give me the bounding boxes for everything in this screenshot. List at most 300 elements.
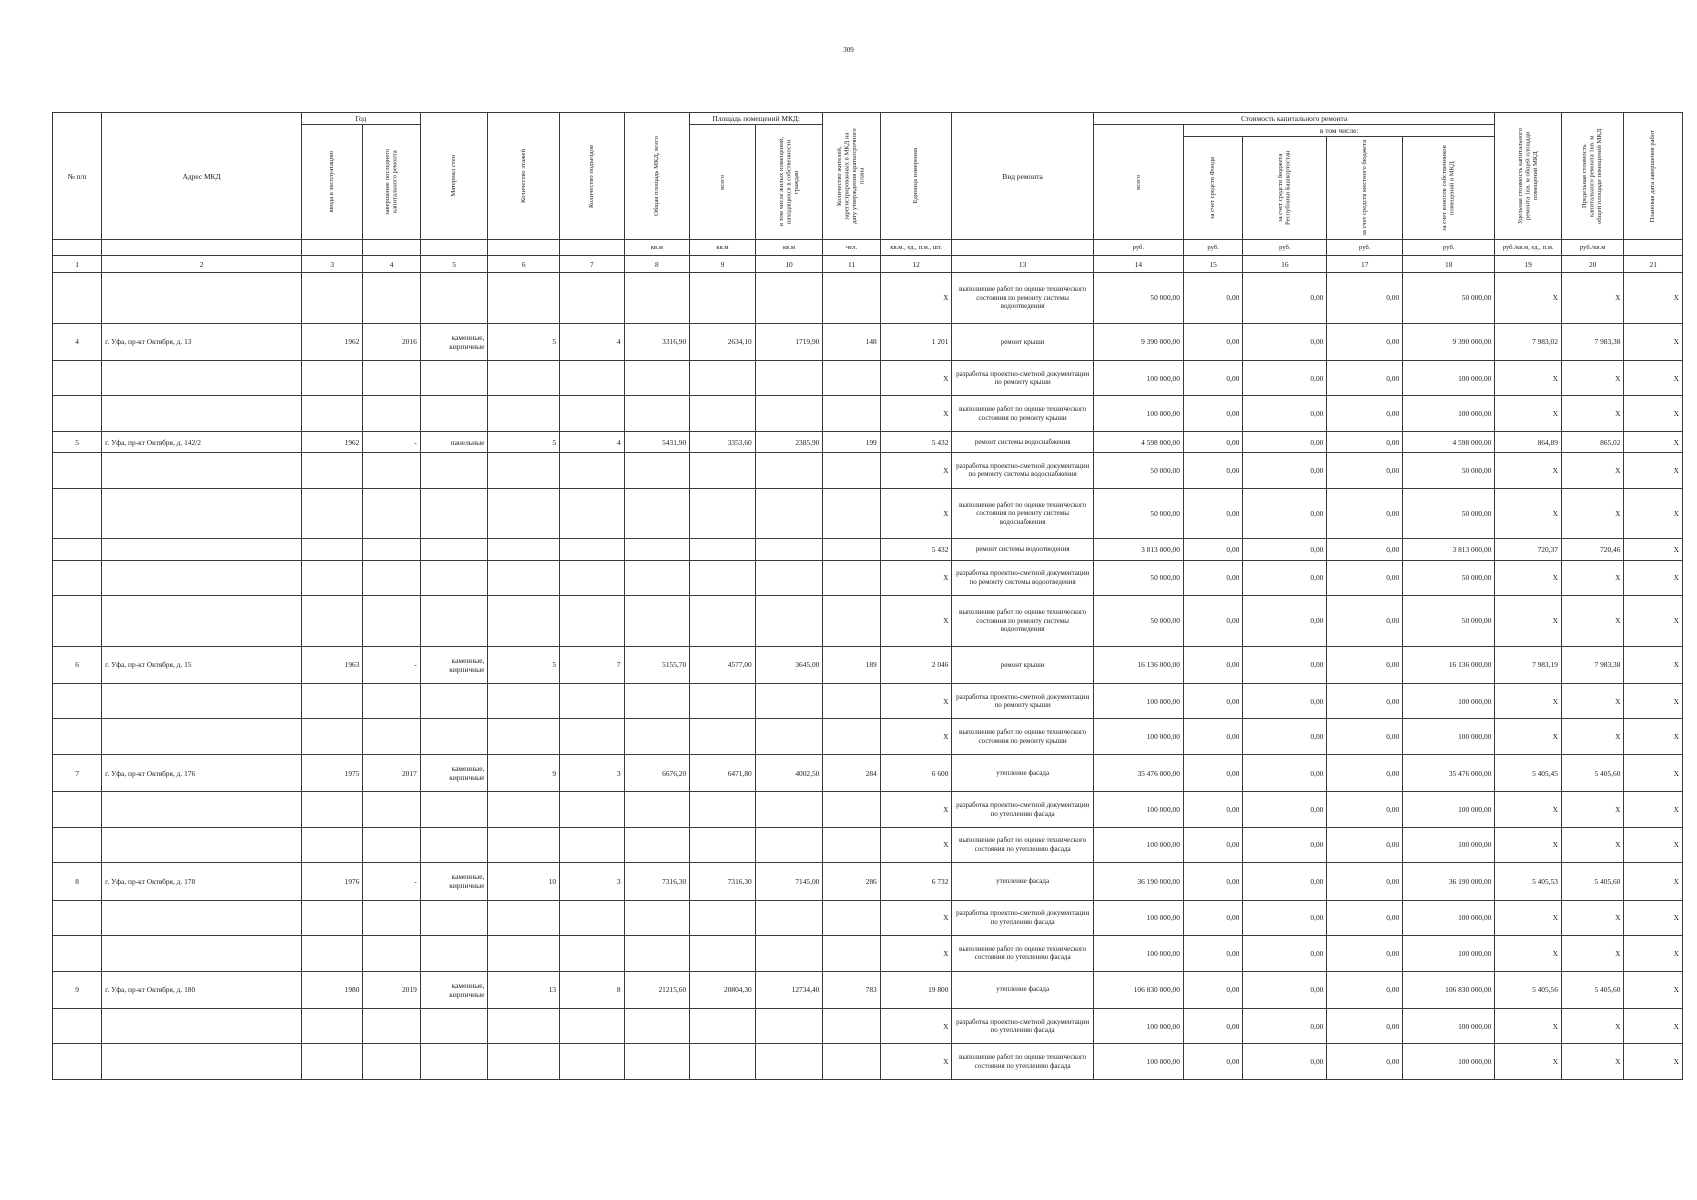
address-cell: г. Уфа, пр-кт Октября, д. 13 xyxy=(102,323,302,360)
row-num-cell: 7 xyxy=(53,754,102,791)
cost-fund-cell: 0,00 xyxy=(1183,863,1242,900)
residents-cell xyxy=(823,1044,880,1080)
cost-local-cell: 0,00 xyxy=(1327,683,1403,719)
table-row xyxy=(53,827,1683,863)
measure-unit-cell: 6 600 xyxy=(880,754,952,791)
max-cost-cell: 720,46 xyxy=(1561,539,1623,560)
cost-fund-cell: 0,00 xyxy=(1183,273,1242,324)
cost-local-cell: 0,00 xyxy=(1327,936,1403,972)
address-cell: г. Уфа, пр-кт Октября, д. 142/2 xyxy=(102,431,302,452)
planned-date-cell: X xyxy=(1624,936,1683,972)
residents-cell: 783 xyxy=(823,971,880,1008)
column-number: 9 xyxy=(690,256,756,273)
repair-type-cell: разработка проектно-сметной документации по ремонту системы водоснабжения xyxy=(952,453,1093,489)
residents-cell xyxy=(823,900,880,936)
planned-date-cell: X xyxy=(1624,1008,1683,1044)
year-commission-cell: 1975 xyxy=(301,754,362,791)
cost-fund-cell: 0,00 xyxy=(1183,323,1242,360)
address-cell xyxy=(102,596,302,647)
wall-material-cell xyxy=(420,488,488,539)
floors-cell xyxy=(488,488,560,539)
table-row xyxy=(53,273,1683,324)
floors-cell xyxy=(488,719,560,755)
entrances-cell xyxy=(560,360,625,396)
unit-cell xyxy=(363,240,420,256)
premises-total-cell xyxy=(690,683,756,719)
year-commission-cell xyxy=(301,539,362,560)
table-row xyxy=(53,453,1683,489)
premises-residential-cell: 4002,50 xyxy=(755,754,823,791)
premises-total-cell xyxy=(690,273,756,324)
header-cost-local: за счет средств местного бюджета xyxy=(1327,137,1403,240)
floors-cell xyxy=(488,273,560,324)
premises-residential-cell: 12734,40 xyxy=(755,971,823,1008)
cost-republic-cell: 0,00 xyxy=(1243,431,1327,452)
residents-cell xyxy=(823,560,880,596)
floors-cell xyxy=(488,827,560,863)
year-last-repair-cell: - xyxy=(363,431,420,452)
cost-local-cell: 0,00 xyxy=(1327,754,1403,791)
cost-owners-cell: 106 830 000,00 xyxy=(1403,971,1495,1008)
unit-cell: чел. xyxy=(823,240,880,256)
address-cell xyxy=(102,1008,302,1044)
planned-date-cell: X xyxy=(1624,900,1683,936)
floors-cell: 5 xyxy=(488,323,560,360)
cost-republic-cell: 0,00 xyxy=(1243,539,1327,560)
premises-residential-cell xyxy=(755,539,823,560)
floors-cell xyxy=(488,936,560,972)
cost-republic-cell: 0,00 xyxy=(1243,1044,1327,1080)
planned-date-cell: X xyxy=(1624,539,1683,560)
year-last-repair-cell: - xyxy=(363,863,420,900)
table-row xyxy=(53,792,1683,828)
year-commission-cell xyxy=(301,1044,362,1080)
row-num-cell: 5 xyxy=(53,431,102,452)
wall-material-cell: каменные, кирпичные xyxy=(420,754,488,791)
cost-total-cell: 100 000,00 xyxy=(1093,719,1183,755)
entrances-cell: 7 xyxy=(560,646,625,683)
unit-cost-cell: X xyxy=(1495,936,1562,972)
wall-material-cell: каменные, кирпичные xyxy=(420,323,488,360)
year-commission-cell xyxy=(301,488,362,539)
year-commission-cell xyxy=(301,1008,362,1044)
unit-cost-cell: 5 405,56 xyxy=(1495,971,1562,1008)
year-last-repair-cell: 2019 xyxy=(363,971,420,1008)
repair-type-cell: утепление фасада xyxy=(952,863,1093,900)
cost-fund-cell: 0,00 xyxy=(1183,1044,1242,1080)
header-floors: Количество этажей xyxy=(488,113,560,240)
address-cell: г. Уфа, пр-кт Октября, д. 176 xyxy=(102,754,302,791)
cost-total-cell: 4 598 000,00 xyxy=(1093,431,1183,452)
address-cell xyxy=(102,539,302,560)
entrances-cell: 3 xyxy=(560,863,625,900)
entrances-cell xyxy=(560,539,625,560)
entrances-cell xyxy=(560,900,625,936)
table-row xyxy=(53,360,1683,396)
cost-fund-cell: 0,00 xyxy=(1183,719,1242,755)
cost-republic-cell: 0,00 xyxy=(1243,396,1327,432)
premises-total-cell xyxy=(690,719,756,755)
header-year-commission: ввода в эксплуатацию xyxy=(301,125,362,240)
repair-type-cell: выполнение работ по оценке технического состояния по ремонту крыши xyxy=(952,396,1093,432)
floors-cell xyxy=(488,396,560,432)
year-commission-cell xyxy=(301,273,362,324)
address-cell xyxy=(102,360,302,396)
cost-fund-cell: 0,00 xyxy=(1183,827,1242,863)
column-number: 5 xyxy=(420,256,488,273)
unit-cell: кв.м xyxy=(624,240,690,256)
measure-unit-cell: X xyxy=(880,273,952,324)
repair-type-cell: утепление фасада xyxy=(952,971,1093,1008)
unit-cost-cell: X xyxy=(1495,792,1562,828)
cost-owners-cell: 3 813 000,00 xyxy=(1403,539,1495,560)
unit-cell: руб. xyxy=(1093,240,1183,256)
premises-residential-cell xyxy=(755,596,823,647)
address-cell xyxy=(102,453,302,489)
header-unit-cost: Удельная стоимость капитального ремонта 1кв. м общей площади помещений МКД xyxy=(1495,113,1562,240)
row-num-cell: 8 xyxy=(53,863,102,900)
measure-unit-cell: X xyxy=(880,827,952,863)
floors-cell xyxy=(488,453,560,489)
repair-type-cell: разработка проектно-сметной документации по ремонту крыши xyxy=(952,360,1093,396)
measure-unit-cell: X xyxy=(880,936,952,972)
unit-cost-cell: X xyxy=(1495,1008,1562,1044)
floors-cell xyxy=(488,792,560,828)
header-year-last-repair: завершение последнего капитального ремонта xyxy=(363,125,420,240)
year-commission-cell: 1963 xyxy=(301,646,362,683)
premises-total-cell xyxy=(690,360,756,396)
premises-residential-cell xyxy=(755,1008,823,1044)
max-cost-cell: X xyxy=(1561,792,1623,828)
table-row xyxy=(53,431,1683,452)
table-row xyxy=(53,539,1683,560)
row-num-cell xyxy=(53,596,102,647)
cost-local-cell: 0,00 xyxy=(1327,646,1403,683)
wall-material-cell: каменные, кирпичные xyxy=(420,971,488,1008)
cost-fund-cell: 0,00 xyxy=(1183,971,1242,1008)
premises-residential-cell xyxy=(755,827,823,863)
row-num-cell: 9 xyxy=(53,971,102,1008)
max-cost-cell: X xyxy=(1561,453,1623,489)
cost-total-cell: 50 000,00 xyxy=(1093,453,1183,489)
cost-local-cell: 0,00 xyxy=(1327,1044,1403,1080)
residents-cell xyxy=(823,719,880,755)
premises-residential-cell: 2385,90 xyxy=(755,431,823,452)
residents-cell xyxy=(823,596,880,647)
header-num: № п/п xyxy=(53,113,102,240)
max-cost-cell: X xyxy=(1561,683,1623,719)
total-area-cell xyxy=(624,488,690,539)
cost-owners-cell: 100 000,00 xyxy=(1403,827,1495,863)
year-last-repair-cell xyxy=(363,539,420,560)
wall-material-cell xyxy=(420,683,488,719)
year-last-repair-cell xyxy=(363,792,420,828)
cost-local-cell: 0,00 xyxy=(1327,827,1403,863)
floors-cell: 13 xyxy=(488,971,560,1008)
cost-total-cell: 100 000,00 xyxy=(1093,900,1183,936)
cost-republic-cell: 0,00 xyxy=(1243,936,1327,972)
entrances-cell xyxy=(560,1008,625,1044)
floors-cell xyxy=(488,1008,560,1044)
year-commission-cell xyxy=(301,360,362,396)
cost-owners-cell: 100 000,00 xyxy=(1403,900,1495,936)
total-area-cell: 3316,90 xyxy=(624,323,690,360)
unit-cost-cell: X xyxy=(1495,596,1562,647)
address-cell xyxy=(102,792,302,828)
residents-cell xyxy=(823,792,880,828)
total-area-cell: 21215,60 xyxy=(624,971,690,1008)
table-header xyxy=(53,113,1683,273)
table-row xyxy=(53,863,1683,900)
cost-total-cell: 50 000,00 xyxy=(1093,273,1183,324)
premises-total-cell: 20804,30 xyxy=(690,971,756,1008)
cost-republic-cell: 0,00 xyxy=(1243,596,1327,647)
residents-cell xyxy=(823,1008,880,1044)
cost-fund-cell: 0,00 xyxy=(1183,396,1242,432)
year-commission-cell: 1962 xyxy=(301,323,362,360)
table-row xyxy=(53,683,1683,719)
column-number: 20 xyxy=(1561,256,1623,273)
cost-owners-cell: 100 000,00 xyxy=(1403,396,1495,432)
total-area-cell xyxy=(624,396,690,432)
unit-cell: руб./кв.м xyxy=(1561,240,1623,256)
entrances-cell xyxy=(560,453,625,489)
cost-total-cell: 50 000,00 xyxy=(1093,596,1183,647)
page-number: 309 xyxy=(843,46,854,54)
cost-total-cell: 100 000,00 xyxy=(1093,1008,1183,1044)
total-area-cell: 7316,30 xyxy=(624,863,690,900)
cost-local-cell: 0,00 xyxy=(1327,792,1403,828)
address-cell xyxy=(102,396,302,432)
year-last-repair-cell xyxy=(363,488,420,539)
address-cell: г. Уфа, пр-кт Октября, д. 178 xyxy=(102,863,302,900)
repair-type-cell: разработка проектно-сметной документации по утеплению фасада xyxy=(952,900,1093,936)
address-cell xyxy=(102,719,302,755)
column-number: 19 xyxy=(1495,256,1562,273)
table-row xyxy=(53,900,1683,936)
premises-total-cell xyxy=(690,900,756,936)
cost-republic-cell: 0,00 xyxy=(1243,754,1327,791)
cost-owners-cell: 35 476 000,00 xyxy=(1403,754,1495,791)
wall-material-cell xyxy=(420,539,488,560)
repair-type-cell: выполнение работ по оценке технического состояния по ремонту системы водоотведения xyxy=(952,273,1093,324)
cost-local-cell: 0,00 xyxy=(1327,488,1403,539)
entrances-cell xyxy=(560,560,625,596)
cost-owners-cell: 100 000,00 xyxy=(1403,936,1495,972)
cost-owners-cell: 100 000,00 xyxy=(1403,1008,1495,1044)
cost-republic-cell: 0,00 xyxy=(1243,827,1327,863)
planned-date-cell: X xyxy=(1624,360,1683,396)
max-cost-cell: 7 983,38 xyxy=(1561,323,1623,360)
cost-local-cell: 0,00 xyxy=(1327,431,1403,452)
total-area-cell xyxy=(624,936,690,972)
premises-total-cell xyxy=(690,488,756,539)
floors-cell: 5 xyxy=(488,431,560,452)
max-cost-cell: X xyxy=(1561,273,1623,324)
entrances-cell: 3 xyxy=(560,754,625,791)
premises-total-cell xyxy=(690,1044,756,1080)
premises-total-cell: 4577,00 xyxy=(690,646,756,683)
residents-cell xyxy=(823,488,880,539)
year-commission-cell xyxy=(301,827,362,863)
header-planned-date: Плановая дата завершения работ xyxy=(1624,113,1683,240)
header-address: Адрес МКД xyxy=(102,113,302,240)
cost-local-cell: 0,00 xyxy=(1327,596,1403,647)
header-including: в том числе: xyxy=(1183,125,1494,137)
cost-fund-cell: 0,00 xyxy=(1183,596,1242,647)
planned-date-cell: X xyxy=(1624,453,1683,489)
measure-unit-cell: X xyxy=(880,396,952,432)
unit-cost-cell: 720,37 xyxy=(1495,539,1562,560)
cost-local-cell: 0,00 xyxy=(1327,453,1403,489)
max-cost-cell: 7 983,38 xyxy=(1561,646,1623,683)
cost-fund-cell: 0,00 xyxy=(1183,560,1242,596)
column-number: 15 xyxy=(1183,256,1242,273)
address-cell: г. Уфа, пр-кт Октября, д. 180 xyxy=(102,971,302,1008)
cost-total-cell: 50 000,00 xyxy=(1093,488,1183,539)
header-premises-residential: в том числе жилых помещений, находящихся в собственности граждан xyxy=(755,125,823,240)
premises-total-cell xyxy=(690,453,756,489)
cost-fund-cell: 0,00 xyxy=(1183,792,1242,828)
repair-type-cell: разработка проектно-сметной документации по ремонту крыши xyxy=(952,683,1093,719)
residents-cell xyxy=(823,827,880,863)
repair-type-cell: разработка проектно-сметной документации по утеплению фасада xyxy=(952,1008,1093,1044)
cost-fund-cell: 0,00 xyxy=(1183,488,1242,539)
cost-local-cell: 0,00 xyxy=(1327,863,1403,900)
entrances-cell xyxy=(560,936,625,972)
unit-cost-cell: 5 405,45 xyxy=(1495,754,1562,791)
max-cost-cell: X xyxy=(1561,1044,1623,1080)
measure-unit-cell: 2 046 xyxy=(880,646,952,683)
address-cell xyxy=(102,900,302,936)
header-measure-unit: Единица измерения xyxy=(880,113,952,240)
planned-date-cell: X xyxy=(1624,971,1683,1008)
entrances-cell xyxy=(560,683,625,719)
max-cost-cell: X xyxy=(1561,596,1623,647)
header-premises-area: Площадь помещений МКД: xyxy=(690,113,823,125)
header-premises-total: всего xyxy=(690,125,756,240)
unit-cell xyxy=(1624,240,1683,256)
cost-total-cell: 100 000,00 xyxy=(1093,792,1183,828)
row-num-cell: 6 xyxy=(53,646,102,683)
year-commission-cell xyxy=(301,936,362,972)
cost-fund-cell: 0,00 xyxy=(1183,360,1242,396)
cost-fund-cell: 0,00 xyxy=(1183,754,1242,791)
column-number: 17 xyxy=(1327,256,1403,273)
residents-cell xyxy=(823,273,880,324)
unit-cost-cell: 5 405,53 xyxy=(1495,863,1562,900)
unit-cell: кв.м xyxy=(755,240,823,256)
total-area-cell xyxy=(624,560,690,596)
year-last-repair-cell xyxy=(363,396,420,432)
premises-residential-cell xyxy=(755,900,823,936)
column-number: 16 xyxy=(1243,256,1327,273)
unit-cell: кв.м., ед., п.м., шт. xyxy=(880,240,952,256)
column-number: 13 xyxy=(952,256,1093,273)
year-commission-cell xyxy=(301,560,362,596)
repair-type-cell: выполнение работ по оценке технического состояния по ремонту системы водоотведения xyxy=(952,596,1093,647)
address-cell: г. Уфа, пр-кт Октября, д. 15 xyxy=(102,646,302,683)
unit-cost-cell: X xyxy=(1495,900,1562,936)
year-commission-cell xyxy=(301,596,362,647)
header-cost-owners: за счет взносов собственников помещений в МКД xyxy=(1403,137,1495,240)
cost-owners-cell: 50 000,00 xyxy=(1403,596,1495,647)
cost-republic-cell: 0,00 xyxy=(1243,900,1327,936)
address-cell xyxy=(102,827,302,863)
cost-republic-cell: 0,00 xyxy=(1243,323,1327,360)
cost-local-cell: 0,00 xyxy=(1327,560,1403,596)
floors-cell xyxy=(488,1044,560,1080)
premises-residential-cell xyxy=(755,683,823,719)
unit-cell: руб. xyxy=(1403,240,1495,256)
premises-residential-cell xyxy=(755,936,823,972)
column-number: 21 xyxy=(1624,256,1683,273)
measure-unit-cell: X xyxy=(880,453,952,489)
floors-cell: 9 xyxy=(488,754,560,791)
premises-residential-cell xyxy=(755,719,823,755)
unit-cost-cell: X xyxy=(1495,560,1562,596)
measure-unit-cell: X xyxy=(880,360,952,396)
unit-cell xyxy=(488,240,560,256)
planned-date-cell: X xyxy=(1624,863,1683,900)
address-cell xyxy=(102,273,302,324)
max-cost-cell: X xyxy=(1561,827,1623,863)
premises-total-cell xyxy=(690,396,756,432)
cost-republic-cell: 0,00 xyxy=(1243,560,1327,596)
unit-cell: руб. xyxy=(1243,240,1327,256)
unit-cost-cell: X xyxy=(1495,719,1562,755)
year-last-repair-cell xyxy=(363,273,420,324)
cost-total-cell: 36 190 000,00 xyxy=(1093,863,1183,900)
wall-material-cell: каменные, кирпичные xyxy=(420,646,488,683)
year-last-repair-cell xyxy=(363,1008,420,1044)
cost-total-cell: 100 000,00 xyxy=(1093,396,1183,432)
total-area-cell xyxy=(624,900,690,936)
total-area-cell: 5155,70 xyxy=(624,646,690,683)
year-last-repair-cell xyxy=(363,719,420,755)
year-last-repair-cell xyxy=(363,560,420,596)
cost-fund-cell: 0,00 xyxy=(1183,431,1242,452)
table-row xyxy=(53,560,1683,596)
unit-cost-cell: X xyxy=(1495,360,1562,396)
residents-cell xyxy=(823,539,880,560)
cost-total-cell: 3 813 000,00 xyxy=(1093,539,1183,560)
unit-cost-cell: X xyxy=(1495,683,1562,719)
cost-owners-cell: 50 000,00 xyxy=(1403,273,1495,324)
cost-local-cell: 0,00 xyxy=(1327,719,1403,755)
measure-unit-cell: 1 201 xyxy=(880,323,952,360)
year-commission-cell: 1962 xyxy=(301,431,362,452)
residents-cell: 148 xyxy=(823,323,880,360)
header-cost-total: всего xyxy=(1093,125,1183,240)
column-number: 14 xyxy=(1093,256,1183,273)
planned-date-cell: X xyxy=(1624,754,1683,791)
cost-total-cell: 100 000,00 xyxy=(1093,827,1183,863)
floors-cell: 10 xyxy=(488,863,560,900)
residents-cell: 189 xyxy=(823,646,880,683)
residents-cell: 199 xyxy=(823,431,880,452)
total-area-cell xyxy=(624,360,690,396)
row-num-cell xyxy=(53,539,102,560)
planned-date-cell: X xyxy=(1624,560,1683,596)
column-number: 12 xyxy=(880,256,952,273)
unit-cost-cell: 7 983,02 xyxy=(1495,323,1562,360)
total-area-cell: 6676,20 xyxy=(624,754,690,791)
planned-date-cell: X xyxy=(1624,1044,1683,1080)
header-cost-fund: за счет средств Фонда xyxy=(1183,137,1242,240)
repair-type-cell: выполнение работ по оценке технического состояния по ремонту крыши xyxy=(952,719,1093,755)
header-cost-republic: за счет средств бюджета Республики Башкортостан xyxy=(1243,137,1327,240)
